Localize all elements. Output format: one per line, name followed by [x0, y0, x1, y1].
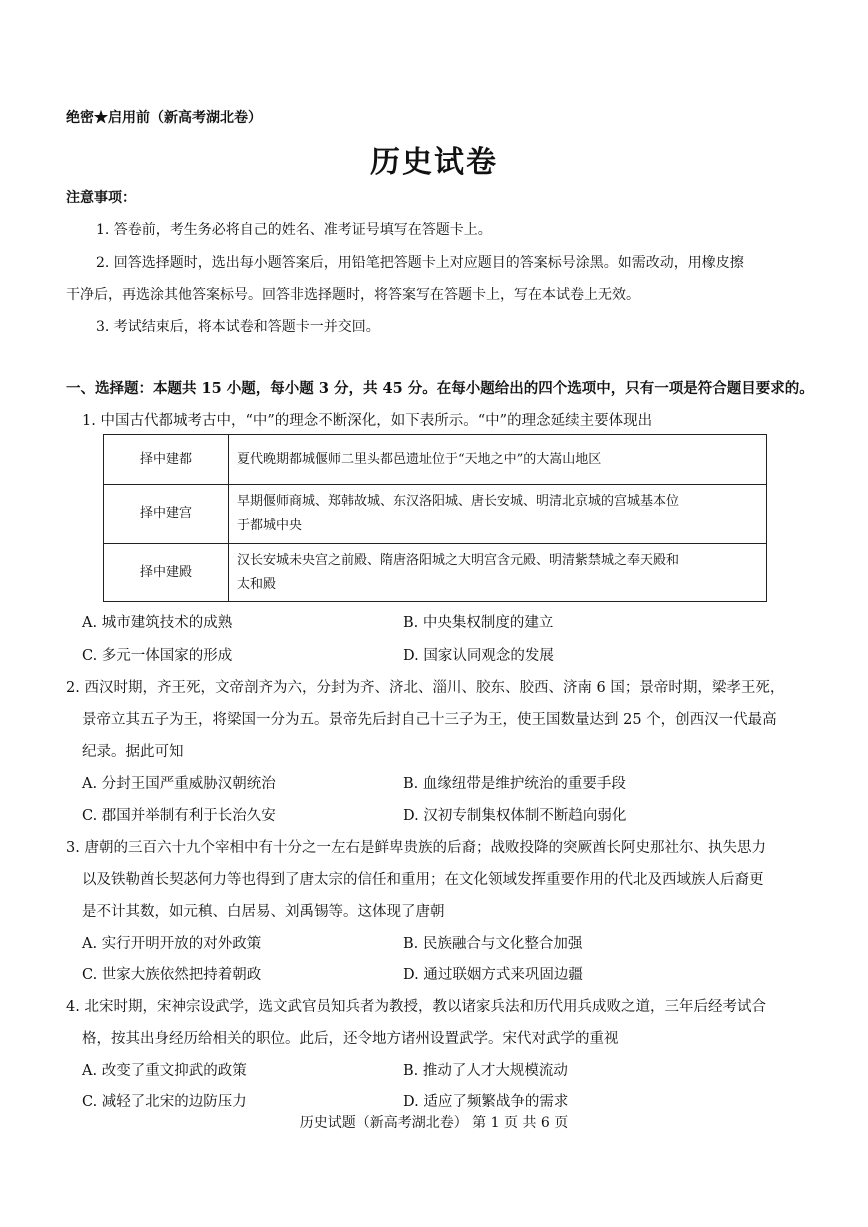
table-cell-label: 择中建殿	[104, 544, 229, 602]
notice-item-2-line-1: 2. 回答选择题时，选出每小题答案后，用铅笔把答题卡上对应题目的答案标号涂黑。如需改动，用橡皮擦	[96, 255, 744, 271]
notice-heading: 注意事项：	[66, 190, 136, 206]
option-d: D. 汉初专制集权体制不断趋向弱化	[403, 808, 627, 824]
table-cell-content: 汉长安城未央宫之前殿、隋唐洛阳城之大明宫含元殿、明清紫禁城之奉天殿和 太和殿	[229, 544, 767, 602]
question-2-line-3: 纪录。据此可知	[82, 744, 184, 760]
notice-item-3: 3. 考试结束后，将本试卷和答题卡一并交回。	[96, 319, 380, 335]
question-4-line-2: 格，按其出身经历给相关的职位。此后，还令地方诸州设置武学。宋代对武学的重视	[82, 1031, 619, 1047]
question-3-line-2: 以及铁勒酋长契苾何力等也得到了唐太宗的信任和重用；在文化领域发挥重要作用的代北及西域族人后裔更	[82, 872, 764, 888]
option-c: C. 世家大族依然把持着朝政	[82, 967, 262, 983]
table-cell-label: 择中建宫	[104, 485, 229, 544]
option-c: C. 减轻了北宋的边防压力	[82, 1094, 247, 1110]
option-d: D. 国家认同观念的发展	[403, 648, 554, 664]
option-b: B. 推动了人才大规模流动	[403, 1063, 568, 1079]
option-b: B. 民族融合与文化整合加强	[403, 936, 583, 952]
option-c: C. 多元一体国家的形成	[82, 648, 233, 664]
question-3-line-1: 3. 唐朝的三百六十九个宰相中有十分之一左右是鲜卑贵族的后裔；战败投降的突厥酋长阿史那社尔、执失思力	[66, 840, 766, 856]
option-b: B. 中央集权制度的建立	[403, 615, 554, 631]
table-row	[104, 544, 767, 602]
table-cell-content: 夏代晚期都城偃师二里头都邑遗址位于“天地之中”的大嵩山地区	[229, 435, 767, 485]
option-a: A. 实行开明开放的对外政策	[82, 936, 262, 952]
table-row	[104, 485, 767, 544]
option-b: B. 血缘纽带是维护统治的重要手段	[403, 776, 626, 792]
page-footer: 历史试题（新高考湖北卷） 第 1 页 共 6 页	[299, 1115, 569, 1131]
question-3-line-3: 是不计其数，如元稹、白居易、刘禹锡等。这体现了唐朝	[82, 904, 445, 920]
option-c: C. 郡国并举制有利于长治久安	[82, 808, 276, 824]
table-cell-content: 早期偃师商城、郑韩故城、东汉洛阳城、唐长安城、明清北京城的宫城基本位 于都城中央	[229, 485, 767, 544]
page-title: 历史试卷	[370, 145, 498, 180]
section-heading: 一、选择题：本题共 15 小题，每小题 3 分，共 45 分。在每小题给出的四个选项中，只有一项是符合题目要求的。	[66, 380, 814, 397]
question-2-line-1: 2. 西汉时期，齐王死，文帝剖齐为六，分封为齐、济北、淄川、胶东、胶西、济南 6 国；景帝时期，梁孝王死，	[66, 680, 785, 696]
confidential-label: 绝密★启用前（新高考湖北卷）	[66, 110, 262, 126]
notice-item-1: 1. 答卷前，考生务必将自己的姓名、准考证号填写在答题卡上。	[96, 222, 492, 238]
option-a: A. 分封王国严重威胁汉朝统治	[82, 776, 276, 792]
option-a: A. 城市建筑技术的成熟	[82, 615, 233, 631]
table-row	[104, 435, 767, 485]
option-d: D. 通过联姻方式来巩固边疆	[403, 967, 583, 983]
table-cell-label: 择中建都	[104, 435, 229, 485]
question-1-table	[103, 434, 767, 602]
question-1-stem: 1. 中国古代都城考古中，“中”的理念不断深化，如下表所示。“中”的理念延续主要体现出	[82, 413, 653, 429]
notice-item-2-line-2: 干净后，再选涂其他答案标号。回答非选择题时，将答案写在答题卡上，写在本试卷上无效。	[66, 287, 640, 303]
option-d: D. 适应了频繁战争的需求	[403, 1094, 569, 1110]
option-a: A. 改变了重文抑武的政策	[82, 1063, 247, 1079]
question-2-line-2: 景帝立其五子为王，将梁国一分为五。景帝先后封自己十三子为王，使王国数量达到 25 个，创西汉一代最高	[82, 712, 777, 728]
question-4-line-1: 4. 北宋时期，宋神宗设武学，选文武官员知兵者为教授，教以诸家兵法和历代用兵成败之道，三年后经考试合	[66, 999, 766, 1015]
